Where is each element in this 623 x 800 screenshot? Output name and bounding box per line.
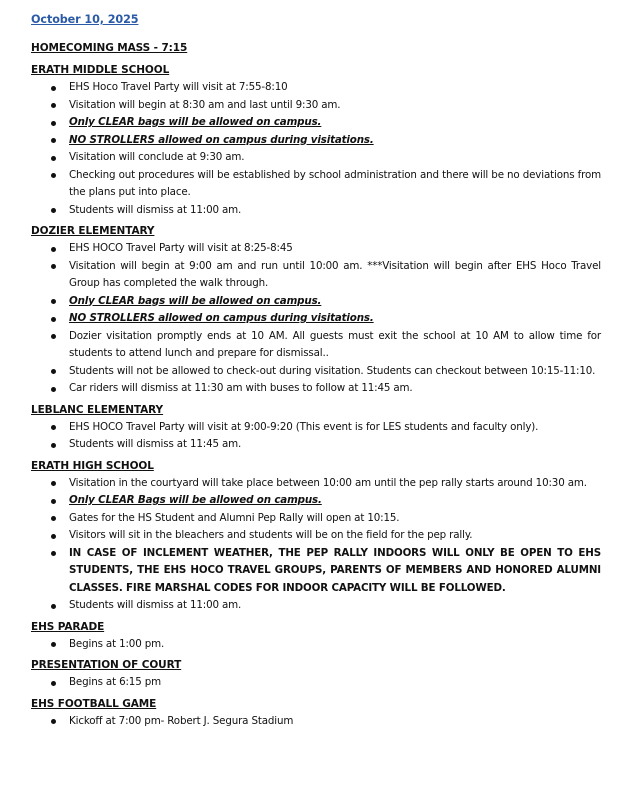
list-item-text: Only CLEAR bags will be allowed on campus. (69, 116, 322, 128)
schedule-section (31, 696, 601, 731)
list-item (31, 293, 601, 311)
list-item-text: Begins at 1:00 pm. (69, 637, 165, 650)
bullet-icon (51, 173, 56, 178)
schedule-section (31, 402, 601, 454)
schedule-section (31, 458, 601, 615)
bullet-icon (51, 138, 56, 143)
list-item (31, 149, 601, 167)
bullet-icon (51, 103, 56, 108)
section-heading: PRESENTATION OF COURT (31, 659, 182, 671)
list-item-text: Visitation will conclude at 9:30 am. (69, 151, 245, 163)
bullet-list (31, 674, 601, 692)
schedule-section (31, 62, 601, 219)
list-item-text: NO STROLLERS allowed on campus during visitations. (69, 312, 374, 324)
bullet-icon (51, 516, 56, 521)
list-item-text: Only CLEAR Bags will be allowed on campus. (69, 494, 322, 506)
list-item-text: Students will dismiss at 11:00 am. (69, 599, 242, 611)
list-item (31, 114, 601, 132)
bullet-icon (51, 481, 56, 486)
bullet-icon (51, 425, 56, 430)
list-item-text: Students will not be allowed to check-out during visitation. Students can checkout between 10:15-11:10. (69, 364, 596, 377)
list-item-text: Only CLEAR bags will be allowed on campus. (69, 294, 322, 307)
list-item-text: Visitation will begin at 8:30 am and last until 9:30 am. (69, 98, 341, 111)
bullet-icon (51, 642, 56, 647)
list-item (31, 475, 601, 493)
list-item (31, 545, 601, 598)
schedule-sections (31, 40, 601, 730)
bullet-icon (51, 604, 56, 609)
list-item-text: Visitation will begin at 9:00 am and run until 10:00 am. ***Visitation will begin after EHS Hoco Travel Group has completed the walk through. (69, 259, 601, 289)
bullet-icon (51, 551, 56, 556)
bullet-icon (51, 443, 56, 448)
bullet-icon (51, 681, 56, 686)
bullet-icon (51, 86, 56, 91)
schedule-section (31, 619, 601, 654)
bullet-icon (51, 534, 56, 539)
list-item (31, 258, 601, 293)
schedule-section (31, 40, 601, 57)
list-item (31, 97, 601, 115)
list-item (31, 380, 601, 398)
bullet-icon (51, 499, 56, 504)
list-item-text: EHS HOCO Travel Party will visit at 9:00-9:20 (This event is for LES students and faculty only). (69, 420, 539, 433)
schedule-section (31, 657, 601, 692)
bullet-list (31, 636, 601, 654)
list-item-text: Car riders will dismiss at 11:30 am with buses to follow at 11:45 am. (69, 382, 413, 394)
bullet-list (31, 240, 601, 398)
bullet-list (31, 79, 601, 219)
list-item-text: EHS HOCO Travel Party will visit at 8:25-8:45 (69, 242, 293, 254)
list-item (31, 240, 601, 258)
section-heading: EHS PARADE (31, 620, 105, 633)
list-item-text: Students will dismiss at 11:45 am. (69, 438, 242, 450)
bullet-icon (51, 369, 56, 374)
list-item-text: Students will dismiss at 11:00 am. (69, 203, 242, 216)
section-heading: ERATH MIDDLE SCHOOL (31, 64, 170, 76)
bullet-icon (51, 299, 56, 304)
list-item (31, 132, 601, 150)
list-item (31, 167, 601, 202)
section-heading: DOZIER ELEMENTARY (31, 225, 155, 237)
schedule-section (31, 223, 601, 398)
list-item-text: Gates for the HS Student and Alumni Pep Rally will open at 10:15. (69, 511, 400, 524)
bullet-icon (51, 719, 56, 724)
bullet-icon (51, 208, 56, 213)
list-item (31, 636, 601, 654)
section-heading: ERATH HIGH SCHOOL (31, 459, 154, 472)
list-item (31, 597, 601, 615)
document-date: October 10, 2025 (31, 13, 139, 26)
bullet-list (31, 713, 601, 731)
list-item (31, 492, 601, 510)
section-heading: EHS FOOTBALL GAME (31, 697, 157, 710)
list-item (31, 674, 601, 692)
section-heading: LEBLANC ELEMENTARY (31, 403, 164, 416)
list-item (31, 510, 601, 528)
list-item-text: Visitors will sit in the bleachers and students will be on the field for the pep rally. (69, 529, 473, 541)
list-item (31, 79, 601, 97)
list-item (31, 419, 601, 437)
bullet-icon (51, 264, 56, 269)
list-item (31, 436, 601, 454)
list-item (31, 202, 601, 220)
list-item (31, 527, 601, 545)
list-item-text: Begins at 6:15 pm (69, 676, 161, 688)
list-item-text: Dozier visitation promptly ends at 10 AM. All guests must exit the school at 10 AM to allow time for students to attend lunch and prepare for dismissal.. (69, 329, 601, 359)
bullet-icon (51, 334, 56, 339)
bullet-list (31, 419, 601, 454)
bullet-icon (51, 387, 56, 392)
bullet-icon (51, 317, 56, 322)
bullet-list (31, 475, 601, 615)
list-item (31, 713, 601, 731)
bullet-icon (51, 121, 56, 126)
list-item-text: Checking out procedures will be established by school administration and there will be no deviations from the plans put into place. (69, 168, 601, 198)
list-item (31, 363, 601, 381)
list-item (31, 328, 601, 363)
list-item-text: Visitation in the courtyard will take place between 10:00 am until the pep rally starts around 10:30 am. (69, 476, 587, 489)
list-item-text: NO STROLLERS allowed on campus during visitations. (69, 133, 374, 146)
bullet-icon (51, 156, 56, 161)
list-item-text: EHS Hoco Travel Party will visit at 7:55-8:10 (69, 81, 288, 93)
list-item (31, 310, 601, 328)
section-heading: HOMECOMING MASS - 7:15 (31, 42, 188, 54)
bullet-icon (51, 247, 56, 252)
list-item-text: Kickoff at 7:00 pm- Robert J. Segura Stadium (69, 714, 294, 727)
list-item-text: IN CASE OF INCLEMENT WEATHER, THE PEP RALLY INDOORS WILL ONLY BE OPEN TO EHS STUDENTS, THE EHS HOCO TRAVEL GROUPS, PARENTS OF MEMBERS AND HONORED ALUMNI CLASSES. FIRE MARSHAL CODES FOR INDOOR CAPACITY WILL BE FOLLOWED. (69, 546, 601, 594)
